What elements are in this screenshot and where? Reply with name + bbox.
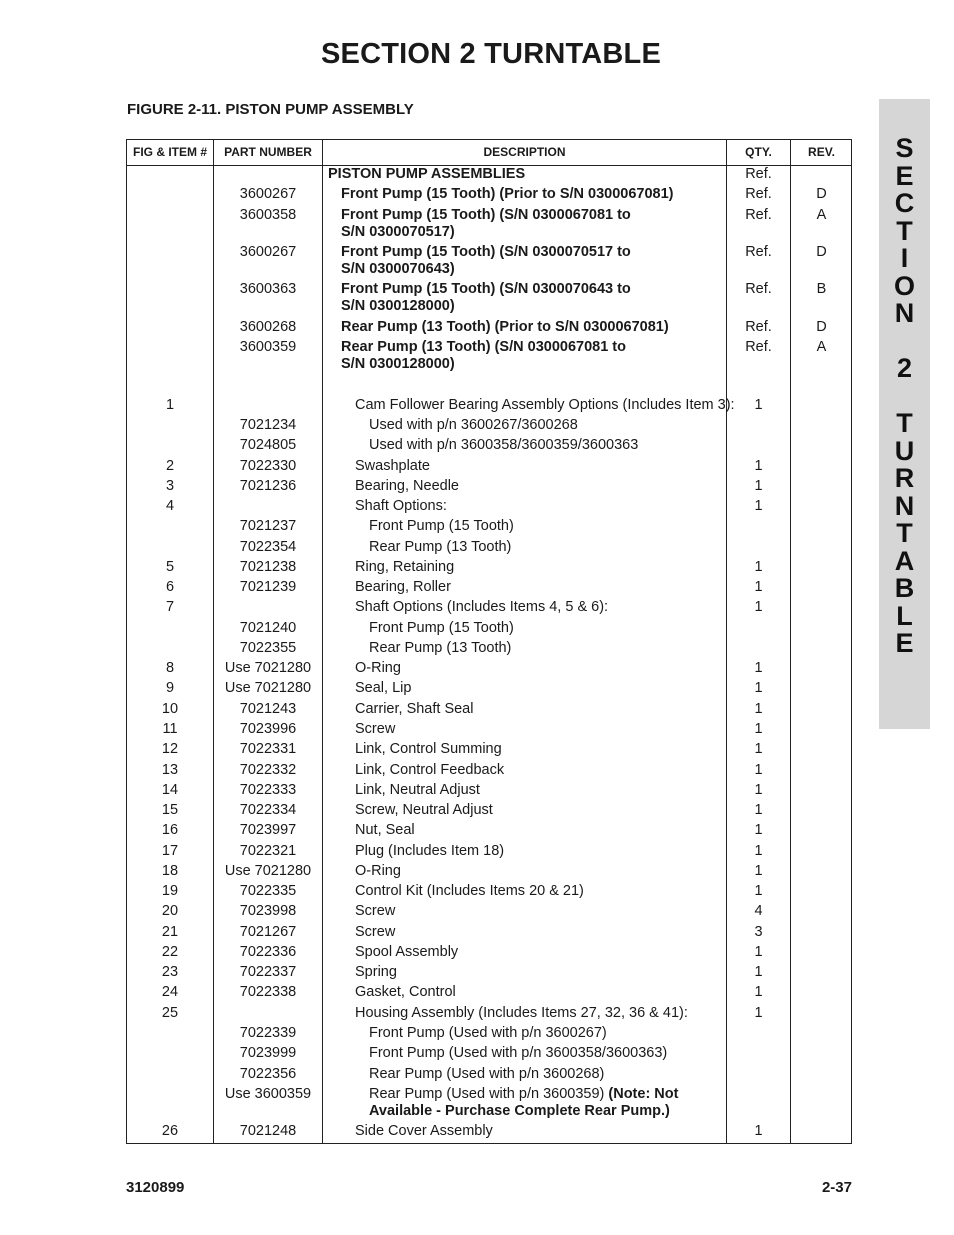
description-text: Front Pump (Used with p/n 3600267) [369,1025,607,1041]
description-text: Screw, Neutral Adjust [355,802,493,818]
rev-cell: A [816,339,827,355]
description-cell [355,680,755,697]
description-text: Gasket, Control [355,984,456,1000]
side-tab-letter: U [894,435,915,466]
qty-cell: Ref. [745,281,772,297]
description-cell [355,944,755,961]
part-number-cell: 7021248 [239,1123,297,1139]
description-cell [369,1045,769,1062]
description-cell [369,437,769,454]
fig-item-cell: 20 [161,903,179,919]
fig-item-cell: 22 [161,944,179,960]
description-continuation: S/N 0300070517) [341,224,455,240]
part-number-cell: 3600267 [239,186,297,202]
description-cell [369,640,769,657]
description-cell [355,478,755,495]
part-number-cell: 7021236 [239,478,297,494]
description-cell [341,339,741,373]
description-cell [355,863,755,880]
section-side-tab-text [879,135,930,658]
description-cell [341,207,741,241]
description-cell [355,701,755,718]
description-text: Ring, Retaining [355,559,455,575]
description-text: Spring [355,964,397,980]
part-number-cell: Use 7021280 [224,680,312,696]
part-number-cell: 3600268 [239,319,297,335]
qty-cell: Ref. [745,166,772,182]
description-text: Front Pump (15 Tooth) (S/N 0300070517 to [341,244,631,260]
qty-cell: 1 [754,822,763,838]
part-number-cell: 7024805 [239,437,297,453]
description-text: Side Cover Assembly [355,1123,493,1139]
description-text: Front Pump (Used with p/n 3600358/3600363) [369,1045,668,1061]
description-cell [355,903,755,920]
fig-item-cell: 11 [162,721,178,737]
description-cell [355,741,755,758]
description-cell [355,964,755,981]
description-text: Front Pump (15 Tooth) [369,518,514,534]
qty-cell: 1 [754,599,763,615]
part-number-cell: 3600363 [239,281,297,297]
side-tab-letter: R [894,463,915,493]
rev-cell: D [816,186,827,202]
part-number-cell: 7021240 [239,620,297,636]
description-cell [355,984,755,1001]
part-number-cell: 7023996 [239,721,297,737]
fig-item-cell: 25 [161,1005,179,1021]
description-text: Rear Pump (13 Tooth) (S/N 0300067081 to [341,339,626,355]
qty-cell: 1 [754,863,763,879]
document-number: 3120899 [126,1179,185,1196]
fig-item-cell: 10 [161,701,179,717]
description-continuation: S/N 0300128000) [341,356,455,372]
description-text: Rear Pump (Used with p/n 3600359) [369,1086,609,1102]
part-number-cell: 7022333 [239,782,297,798]
description-cell [369,1086,769,1120]
qty-cell: 1 [754,782,763,798]
description-text: Front Pump (15 Tooth) (Prior to S/N 0300067081) [341,186,674,202]
side-tab-letter: B [894,573,915,603]
side-tab-letter: 2 [896,353,913,383]
description-cell [355,822,755,839]
description-text: Nut, Seal [355,822,415,838]
qty-cell: 1 [754,741,763,757]
part-number-cell: 7021267 [239,924,297,940]
part-number-cell: 7022334 [239,802,297,818]
side-tab-letter: E [895,628,914,658]
qty-cell: 3 [754,924,763,940]
description-text: Bearing, Roller [355,579,451,595]
description-cell [355,458,755,475]
header-part-number: PART NUMBER [224,145,312,159]
side-tab-letter: E [895,160,914,191]
description-text: Swashplate [355,458,430,474]
fig-item-cell: 16 [161,822,179,838]
fig-item-cell: 23 [161,964,179,980]
qty-cell: Ref. [745,244,772,260]
qty-cell: 1 [754,397,763,413]
qty-cell: 1 [754,680,763,696]
part-number-cell: Use 3600359 [224,1086,312,1102]
part-number-cell: 7021239 [239,579,297,595]
description-text: Shaft Options: [355,498,447,514]
description-text: Carrier, Shaft Seal [355,701,474,717]
rev-cell: B [816,281,827,297]
description-text: Seal, Lip [355,680,412,696]
description-text: Control Kit (Includes Items 20 & 21) [355,883,584,899]
description-continuation: S/N 0300128000) [341,298,455,314]
qty-cell: 1 [754,458,763,474]
qty-cell: 1 [754,802,763,818]
description-cell [369,1066,769,1083]
fig-item-cell: 12 [161,741,179,757]
description-cell [355,1005,755,1022]
part-number-cell: 7023998 [239,903,297,919]
description-cell [341,319,741,336]
side-tab-letter: N [894,298,915,328]
qty-cell: 1 [754,762,763,778]
side-tab-letter: T [896,408,913,438]
side-tab-letter: N [894,490,915,521]
side-tab-letter: C [894,188,915,218]
description-cell [328,166,728,183]
description-cell [355,924,755,941]
part-number-cell: 7022338 [239,984,297,1000]
description-text: Front Pump (15 Tooth) (S/N 0300067081 to [341,207,631,223]
part-number-cell: 7023999 [239,1045,297,1061]
rev-cell: D [816,319,827,335]
part-number-cell: 7021234 [239,417,297,433]
description-cell [369,518,769,535]
description-text: Rear Pump (13 Tooth) [369,539,512,555]
description-cell [369,1025,769,1042]
description-text: Used with p/n 3600267/3600268 [369,417,578,433]
description-text: Rear Pump (13 Tooth) (Prior to S/N 0300067081) [341,319,669,335]
part-number-cell: 7021238 [239,559,297,575]
description-cell [355,498,755,515]
fig-item-cell: 19 [161,883,179,899]
description-cell [369,620,769,637]
part-number-cell: 7021237 [239,518,297,534]
qty-cell: 1 [754,498,763,514]
description-cell [341,186,741,203]
fig-item-cell: 8 [165,660,175,676]
part-number-cell: 7022330 [239,458,297,474]
fig-item-cell: 17 [161,843,179,859]
fig-item-cell: 5 [165,559,175,575]
fig-item-cell: 21 [161,924,179,940]
side-tab-letter [879,328,930,356]
description-cell [369,539,769,556]
part-number-cell: 7022336 [239,944,297,960]
qty-cell: 1 [754,721,763,737]
description-cell [355,843,755,860]
side-tab-letter: S [895,133,914,163]
description-text: O-Ring [355,863,401,879]
description-text: Link, Neutral Adjust [355,782,480,798]
qty-cell: 1 [754,843,763,859]
description-text: Screw [355,924,396,940]
description-text: Rear Pump (13 Tooth) [369,640,512,656]
fig-item-cell: 14 [161,782,179,798]
description-text: PISTON PUMP ASSEMBLIES [328,166,526,182]
fig-item-cell: 26 [161,1123,179,1139]
column-divider [322,140,323,1143]
description-cell [341,244,741,278]
description-text: Link, Control Feedback [355,762,505,778]
side-tab-letter [879,383,930,411]
qty-cell: 1 [754,559,763,575]
description-text: Screw [355,721,396,737]
description-text: Rear Pump (Used with p/n 3600268) [369,1066,605,1082]
description-cell [355,579,755,596]
fig-item-cell: 24 [161,984,179,1000]
qty-cell: Ref. [745,186,772,202]
header-rev: REV. [808,145,835,159]
part-number-cell: 7022335 [239,883,297,899]
qty-cell: 1 [754,944,763,960]
qty-cell: 1 [754,660,763,676]
qty-cell: 1 [754,883,763,899]
description-text: Front Pump (15 Tooth) (S/N 0300070643 to [341,281,631,297]
qty-cell: 1 [754,701,763,717]
fig-item-cell: 4 [165,498,175,514]
qty-cell: 1 [754,1123,763,1139]
side-tab-letter: T [896,518,913,548]
qty-cell: 1 [754,984,763,1000]
description-cell [355,802,755,819]
description-text: Shaft Options (Includes Items 4, 5 & 6): [355,599,609,615]
fig-item-cell: 6 [165,579,175,595]
part-number-cell: 7021243 [239,701,297,717]
side-tab-letter: L [896,600,913,631]
part-number-cell: 7022337 [239,964,297,980]
description-cell [355,559,755,576]
part-number-cell: Use 7021280 [224,863,312,879]
rev-cell: A [816,207,827,223]
description-cell [355,883,755,900]
part-number-cell: 7023997 [239,822,297,838]
qty-cell: Ref. [745,339,772,355]
part-number-cell: 3600267 [239,244,297,260]
header-description: DESCRIPTION [483,145,566,159]
description-cell [355,782,755,799]
fig-item-cell: 3 [165,478,175,494]
description-text: Bearing, Needle [355,478,459,494]
parts-table [126,139,852,1144]
qty-cell: 4 [754,903,763,919]
description-cell [355,660,755,677]
qty-cell: 1 [754,964,763,980]
description-text: Cam Follower Bearing Assembly Options (Includes Item 3): [355,397,735,413]
part-number-cell: 7022321 [239,843,297,859]
description-note: (Note: Not [608,1086,679,1102]
header-fig-item: FIG & ITEM # [132,145,207,159]
side-tab-letter: O [893,270,915,301]
part-number-cell: 7022339 [239,1025,297,1041]
description-text: Used with p/n 3600358/3600359/3600363 [369,437,639,453]
qty-cell: Ref. [745,319,772,335]
fig-item-cell: 15 [161,802,179,818]
qty-cell: 1 [754,579,763,595]
qty-cell: Ref. [745,207,772,223]
fig-item-cell: 1 [165,397,175,413]
fig-item-cell: 13 [161,762,179,778]
description-text: O-Ring [355,660,401,676]
part-number-cell: 3600358 [239,207,297,223]
description-cell [355,599,755,616]
description-text: Link, Control Summing [355,741,502,757]
qty-cell: 1 [754,478,763,494]
fig-item-cell: 18 [161,863,179,879]
description-text: Screw [355,903,396,919]
part-number-cell: 7022331 [239,741,297,757]
part-number-cell: Use 7021280 [224,660,312,676]
description-cell [369,417,769,434]
description-cell [341,281,741,315]
qty-cell: 1 [754,1005,763,1021]
part-number-cell: 7022355 [239,640,297,656]
fig-item-cell: 7 [165,599,175,615]
part-number-cell: 7022354 [239,539,297,555]
part-number-cell: 3600359 [239,339,297,355]
figure-title: FIGURE 2-11. PISTON PUMP ASSEMBLY [127,101,414,118]
description-continuation: S/N 0300070643) [341,261,455,277]
part-number-cell: 7022356 [239,1066,297,1082]
section-title: SECTION 2 TURNTABLE [321,38,661,70]
fig-item-cell: 9 [165,680,175,696]
description-continuation: Available - Purchase Complete Rear Pump.) [369,1103,670,1119]
header-qty: QTY. [745,145,772,159]
rev-cell: D [816,244,827,260]
description-text: Spool Assembly [355,944,459,960]
side-tab-letter: A [894,545,915,576]
part-number-cell: 7022332 [239,762,297,778]
description-text: Housing Assembly (Includes Items 27, 32, 36 & 41): [355,1005,688,1021]
fig-item-cell: 2 [165,458,175,474]
description-text: Plug (Includes Item 18) [355,843,505,859]
description-text: Front Pump (15 Tooth) [369,620,514,636]
description-cell [355,1123,755,1140]
section-side-tab [879,99,930,729]
side-tab-letter: T [896,215,913,246]
description-cell [355,721,755,738]
description-cell [355,397,755,414]
description-cell [355,762,755,779]
page-number: 2-37 [821,1179,852,1196]
side-tab-letter: I [900,243,909,273]
